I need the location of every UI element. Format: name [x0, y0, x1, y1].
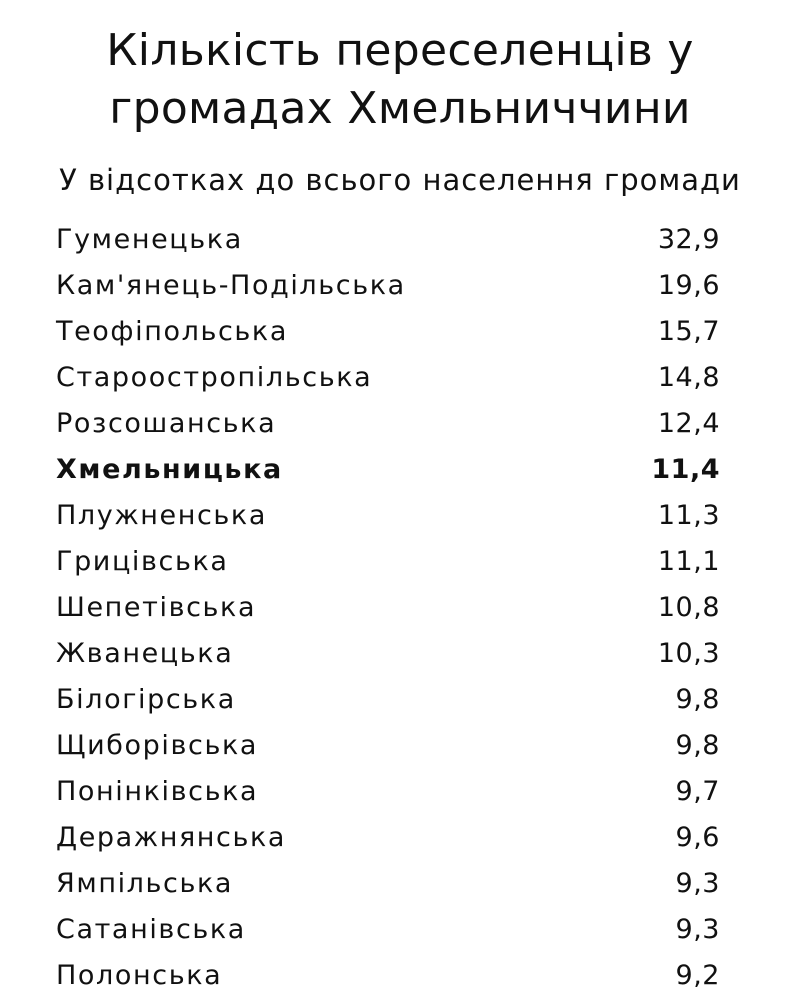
percent-value: 9,3	[675, 913, 720, 945]
chart-title	[0, 22, 800, 138]
table-row	[56, 630, 720, 676]
percent-value: 9,8	[675, 729, 720, 761]
percent-value: 10,3	[657, 637, 720, 669]
chart-title-line-2: громадах Хмельниччини	[109, 83, 691, 134]
community-name: Щиборівська	[56, 729, 259, 761]
community-name: Білогірська	[56, 683, 236, 715]
percent-value: 9,8	[675, 683, 720, 715]
table-row-highlighted	[56, 446, 720, 492]
community-name: Гуменецька	[56, 223, 243, 255]
percent-value: 32,9	[657, 223, 720, 255]
chart-title-line-1: Кількість переселенців у	[106, 25, 694, 76]
community-name: Жванецька	[56, 637, 234, 669]
table-row	[56, 952, 720, 998]
percent-value: 12,4	[657, 407, 720, 439]
table-row	[56, 814, 720, 860]
chart-subtitle: У відсотках до всього населення громади	[59, 163, 741, 197]
table-row	[56, 216, 720, 262]
table-row	[56, 906, 720, 952]
community-name: Плужненська	[56, 499, 267, 531]
community-name: Понінківська	[56, 775, 259, 807]
data-table	[56, 216, 720, 998]
percent-value: 11,1	[657, 545, 720, 577]
community-name: Грицівська	[56, 545, 229, 577]
percent-value: 11,4	[651, 453, 720, 485]
table-row	[56, 584, 720, 630]
percent-value: 9,6	[675, 821, 720, 853]
table-row	[56, 860, 720, 906]
table-row	[56, 538, 720, 584]
community-name: Кам'янець-Подільська	[56, 269, 406, 301]
percent-value: 15,7	[657, 315, 720, 347]
community-name: Деражнянська	[56, 821, 287, 853]
community-name: Сатанівська	[56, 913, 246, 945]
community-name: Хмельницька	[56, 453, 283, 485]
percent-value: 19,6	[657, 269, 720, 301]
table-row	[56, 676, 720, 722]
community-name: Шепетівська	[56, 591, 257, 623]
table-row	[56, 722, 720, 768]
percent-value: 9,3	[675, 867, 720, 899]
percent-value: 10,8	[657, 591, 720, 623]
table-row	[56, 308, 720, 354]
table-row	[56, 262, 720, 308]
table-row	[56, 400, 720, 446]
community-name: Розсошанська	[56, 407, 277, 439]
community-name: Теофіпольська	[56, 315, 288, 347]
community-name: Полонська	[56, 959, 223, 991]
percent-value: 14,8	[657, 361, 720, 393]
table-row	[56, 768, 720, 814]
community-name: Ямпільська	[56, 867, 234, 899]
percent-value: 9,7	[675, 775, 720, 807]
community-name: Старооcтропільська	[56, 361, 373, 393]
table-row	[56, 492, 720, 538]
table-row	[56, 354, 720, 400]
percent-value: 11,3	[657, 499, 720, 531]
percent-value: 9,2	[675, 959, 720, 991]
